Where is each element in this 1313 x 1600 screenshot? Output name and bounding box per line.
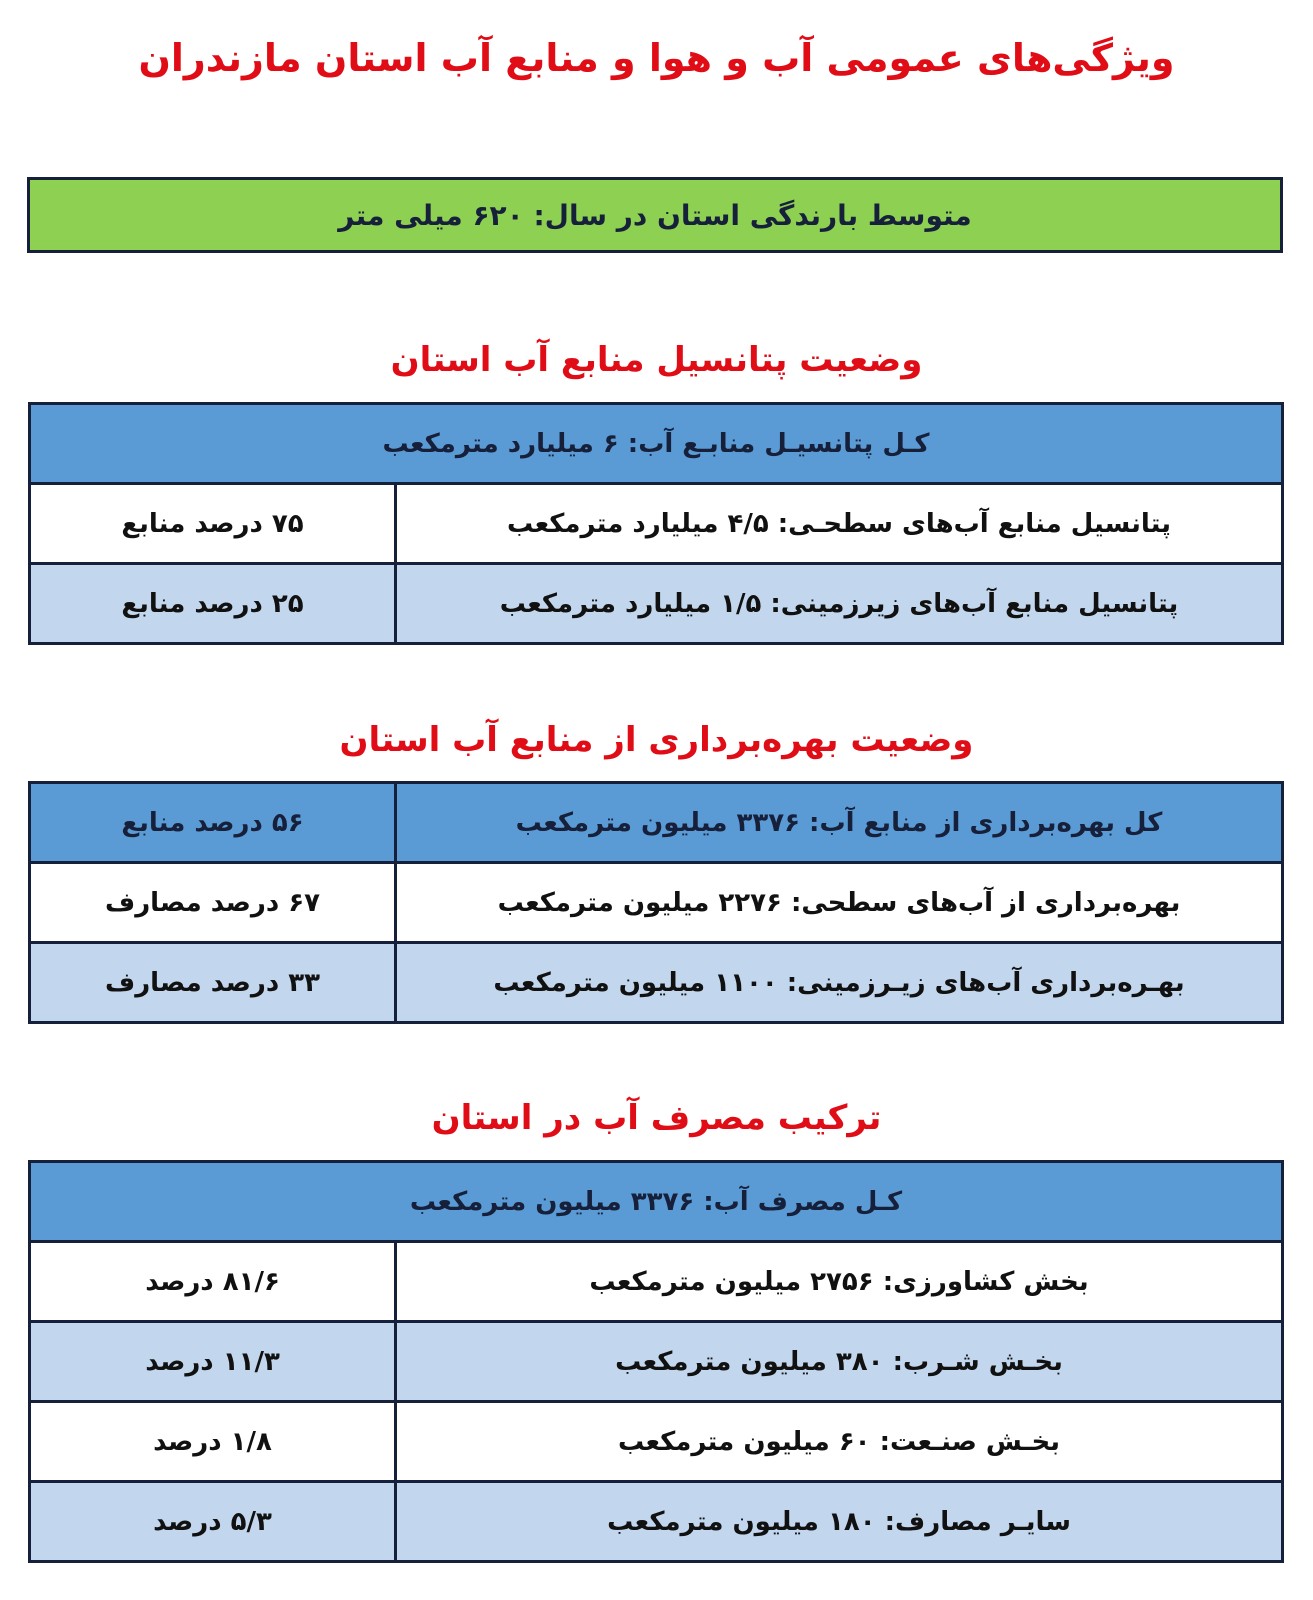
table-row bbox=[31, 1240, 1281, 1320]
table-row bbox=[31, 1400, 1281, 1480]
row-percent: ۲۵ درصد منابع bbox=[31, 565, 397, 642]
table-row bbox=[31, 941, 1281, 1021]
potential-total-row bbox=[31, 405, 1281, 482]
consumption-total-row bbox=[31, 1163, 1281, 1240]
row-percent: ۳۳ درصد مصارف bbox=[31, 944, 397, 1021]
exploitation-total-row bbox=[31, 784, 1281, 861]
table-row bbox=[31, 1320, 1281, 1400]
row-description: سایـر مصارف: ۱۸۰ میلیون مترمکعب bbox=[607, 1506, 1071, 1537]
page-title: ویژگی‌های عمومی آب و هوا و منابع آب استان مازندران bbox=[138, 36, 1175, 80]
potential-heading: وضعیت پتانسیل منابع آب استان bbox=[390, 340, 923, 380]
row-description: پتانسیل منابع آب‌های سطحـی: ۴/۵ میلیارد مترمکعب bbox=[507, 508, 1171, 539]
table-row bbox=[31, 1480, 1281, 1560]
row-description: بهـره‌برداری آب‌های زیـرزمینی: ۱۱۰۰ میلیون مترمکعب bbox=[493, 967, 1185, 998]
row-percent: ۶۷ درصد مصارف bbox=[31, 864, 397, 941]
potential-table bbox=[28, 402, 1284, 645]
row-percent: ۵/۳ درصد bbox=[31, 1483, 397, 1560]
row-description: پتانسیل منابع آب‌های زیرزمینی: ۱/۵ میلیارد مترمکعب bbox=[499, 588, 1179, 619]
row-description: بخـش شـرب: ۳۸۰ میلیون مترمکعب bbox=[615, 1346, 1063, 1377]
row-percent: ۸۱/۶ درصد bbox=[31, 1243, 397, 1320]
exploitation-total-percent: ۵۶ درصد منابع bbox=[31, 784, 397, 861]
consumption-total: کـل مصرف آب: ۳۳۷۶ میلیون مترمکعب bbox=[409, 1186, 903, 1217]
consumption-heading: ترکیب مصرف آب در استان bbox=[431, 1098, 882, 1138]
rainfall-banner: متوسط بارندگی استان در سال: ۶۲۰ میلی متر bbox=[27, 177, 1283, 253]
row-percent: ۱۱/۳ درصد bbox=[31, 1323, 397, 1400]
consumption-table bbox=[28, 1160, 1284, 1563]
exploitation-total: کل بهره‌برداری از منابع آب: ۳۳۷۶ میلیون مترمکعب bbox=[515, 807, 1163, 838]
exploitation-heading: وضعیت بهره‌برداری از منابع آب استان bbox=[339, 720, 974, 760]
exploitation-table bbox=[28, 781, 1284, 1024]
table-row bbox=[31, 861, 1281, 941]
table-row bbox=[31, 562, 1281, 642]
row-percent: ۱/۸ درصد bbox=[31, 1403, 397, 1480]
table-row bbox=[31, 482, 1281, 562]
row-description: بخـش صنـعت: ۶۰ میلیون مترمکعب bbox=[617, 1426, 1061, 1457]
potential-total: کـل پتانسیـل منابـع آب: ۶ میلیارد مترمکعب bbox=[382, 428, 930, 459]
row-percent: ۷۵ درصد منابع bbox=[31, 485, 397, 562]
row-description: بهره‌برداری از آب‌های سطحی: ۲۲۷۶ میلیون مترمکعب bbox=[497, 887, 1181, 918]
row-description: بخش کشاورزی: ۲۷۵۶ میلیون مترمکعب bbox=[589, 1266, 1089, 1297]
